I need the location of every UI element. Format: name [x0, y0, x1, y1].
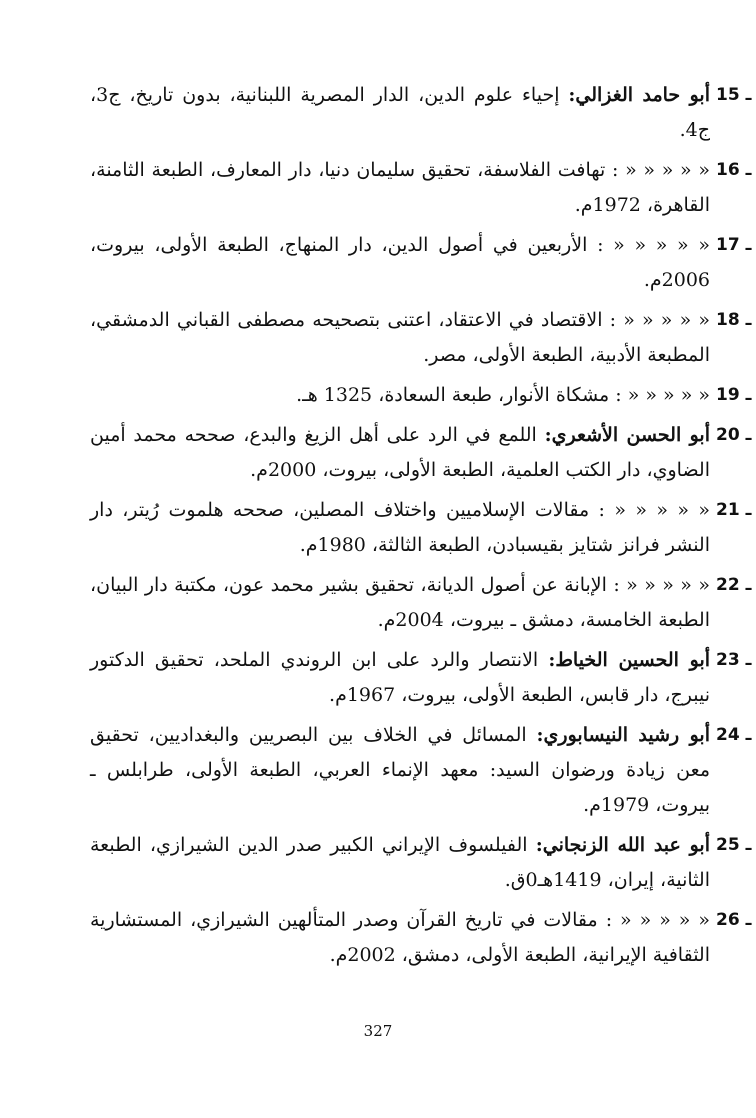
entry-number: 17 ـ: [716, 235, 752, 255]
entry-text: المسائل في الخلاف بين البصريين والبغداديين، تحقيق معن زيادة ورضوان السيد: معهد الإنماء العربي، الطبعة الأولى، طرابلس ـ بيروت، 1979م.: [90, 724, 710, 816]
bibliography-entry: [90, 643, 752, 713]
bibliography-entry: [90, 718, 752, 823]
entry-text: تهافت الفلاسفة، تحقيق سليمان دنيا، دار المعارف، الطبعة الثامنة، القاهرة، 1972م.: [90, 159, 710, 216]
entry-number: 25 ـ: [716, 835, 752, 855]
entry-text: الاقتصاد في الاعتقاد، اعتنى بتصحيحه مصطفى القباني الدمشقي، المطبعة الأدبية، الطبعة الأولى، مصر.: [90, 309, 710, 366]
ditto-marks: « « « « « :: [613, 574, 710, 596]
entry-author: أبو الحسن الأشعري:: [544, 424, 710, 446]
entry-number: 15 ـ: [716, 85, 752, 105]
bibliography-entry: [90, 228, 752, 298]
bibliography-entry: [90, 378, 752, 413]
ditto-marks: « « « « « :: [609, 309, 710, 331]
entry-text: مشكاة الأنوار، طبعة السعادة، 1325 هـ.: [296, 384, 616, 406]
entry-text: إحياء علوم الدين، الدار المصرية اللبنانية، بدون تاريخ، ج3، ج4.: [90, 84, 710, 141]
page-number: 327: [363, 1022, 393, 1040]
entry-number: 20 ـ: [716, 425, 752, 445]
bibliography-entry: [90, 493, 752, 563]
entry-number: 23 ـ: [716, 650, 752, 670]
entry-author: أبو رشيد النيسابوري:: [536, 724, 710, 746]
bibliography-entry: [90, 153, 752, 223]
ditto-marks: « « « « « :: [605, 909, 711, 931]
entry-number: 16 ـ: [716, 160, 752, 180]
entry-number: 18 ـ: [716, 310, 752, 330]
bibliography-entry: [90, 568, 752, 638]
ditto-marks: « « « « « :: [598, 499, 710, 521]
entry-author: أبو حامد الغزالي:: [568, 84, 711, 106]
ditto-marks: « « « « « :: [597, 234, 710, 256]
ditto-marks: « « « « « :: [615, 384, 710, 406]
entry-number: 19 ـ: [716, 385, 752, 405]
bibliography-entry: [90, 78, 752, 148]
bibliography-entry: [90, 903, 752, 973]
bibliography-entry: [90, 303, 752, 373]
entry-text: اللمع في الرد على أهل الزيغ والبدع، صححه محمد أمين الضاوي، دار الكتب العلمية، الطبعة الأولى، بيروت، 2000م.: [90, 424, 710, 481]
ditto-marks: « « « « « :: [612, 159, 710, 181]
entry-text: الأربعين في أصول الدين، دار المنهاج، الطبعة الأولى، بيروت، 2006م.: [90, 234, 710, 291]
entry-author: أبو عبد الله الزنجاني:: [535, 834, 710, 856]
bibliography-list: [90, 78, 752, 978]
entry-text: الإبانة عن أصول الديانة، تحقيق بشير محمد عون، مكتبة دار البيان، الطبعة الخامسة، دمشق ـ بيروت، 2004م.: [90, 574, 710, 631]
entry-text: مقالات في تاريخ القرآن وصدر المتألهين الشيرازي، المستشارية الثقافية الإيرانية، الطبعة الأولى، دمشق، 2002م.: [90, 909, 710, 966]
entry-author: أبو الحسين الخياط:: [548, 649, 711, 671]
entry-text: الفيلسوف الإيراني الكبير صدر الدين الشيرازي، الطبعة الثانية، إيران، 1419هـ0ق.: [90, 834, 710, 891]
entry-number: 21 ـ: [716, 500, 752, 520]
entry-text: الانتصار والرد على ابن الروندي الملحد، تحقيق الدكتور نيبرج، دار قابس، الطبعة الأولى، بيروت، 1967م.: [90, 649, 710, 706]
entry-text: مقالات الإسلاميين واختلاف المصلين، صححه هلموت رُيتر، دار النشر فرانز شتايز بقيسبادن، الطبعة الثالثة، 1980م.: [90, 499, 710, 556]
bibliography-entry: [90, 828, 752, 898]
entry-number: 26 ـ: [716, 910, 752, 930]
entry-number: 24 ـ: [716, 725, 752, 745]
bibliography-entry: [90, 418, 752, 488]
entry-number: 22 ـ: [716, 575, 752, 595]
